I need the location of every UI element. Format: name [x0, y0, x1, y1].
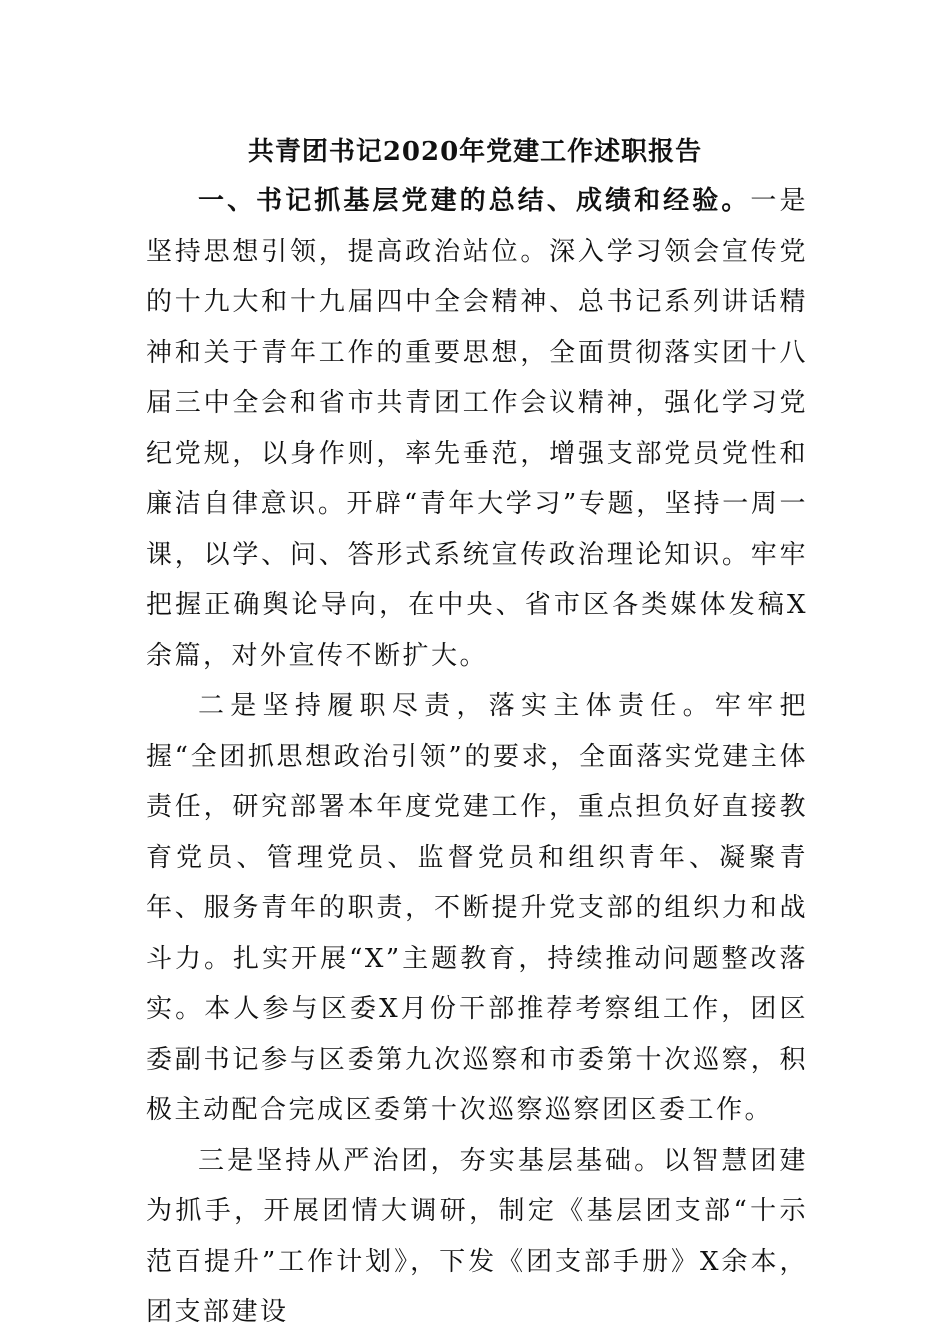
section-heading: 一、书记抓基层党建的总结、成绩和经验。	[198, 186, 751, 216]
document-body	[146, 176, 808, 1338]
paragraph-text: 二是坚持履职尽责，落实主体责任。牢牢把握“全团抓思想政治引领”的要求，全面落实党建主体责任，研究部署本年度党建工作，重点担负好直接教育党员、管理党员、监督党员和组织青年、凝聚青年、服务青年的职责，不断提升党支部的组织力和战斗力。扎实开展“X”主题教育，持续推动问题整改落实。本人参与区委X月份干部推荐考察组工作，团区委副书记参与区委第九次巡察和市委第十次巡察，积极主动配合完成区委第十次巡察巡察团区委工作。	[146, 691, 808, 1125]
paragraph-2	[146, 681, 808, 1136]
paragraph-text: 三是坚持从严治团，夯实基层基础。以智慧团建为抓手，开展团情大调研，制定《基层团支部“十示范百提升”工作计划》，下发《团支部手册》X余本，团支部建设	[146, 1145, 808, 1327]
paragraph-text: 一是坚持思想引领，提高政治站位。深入学习领会宣传党的十九大和十九届四中全会精神、总书记系列讲话精神和关于青年工作的重要思想，全面贯彻落实团十八届三中全会和省市共青团工作会议精神，强化学习党纪党规，以身作则，率先垂范，增强支部党员党性和廉洁自律意识。开辟“青年大学习”专题，坚持一周一课，以学、问、答形式系统宣传政治理论知识。牢牢把握正确舆论导向，在中央、省市区各类媒体发稿X余篇，对外宣传不断扩大。	[146, 186, 808, 671]
document-title: 共青团书记2020年党建工作述职报告	[247, 137, 703, 167]
paragraph-3	[146, 1136, 808, 1338]
paragraph-1	[146, 176, 808, 681]
